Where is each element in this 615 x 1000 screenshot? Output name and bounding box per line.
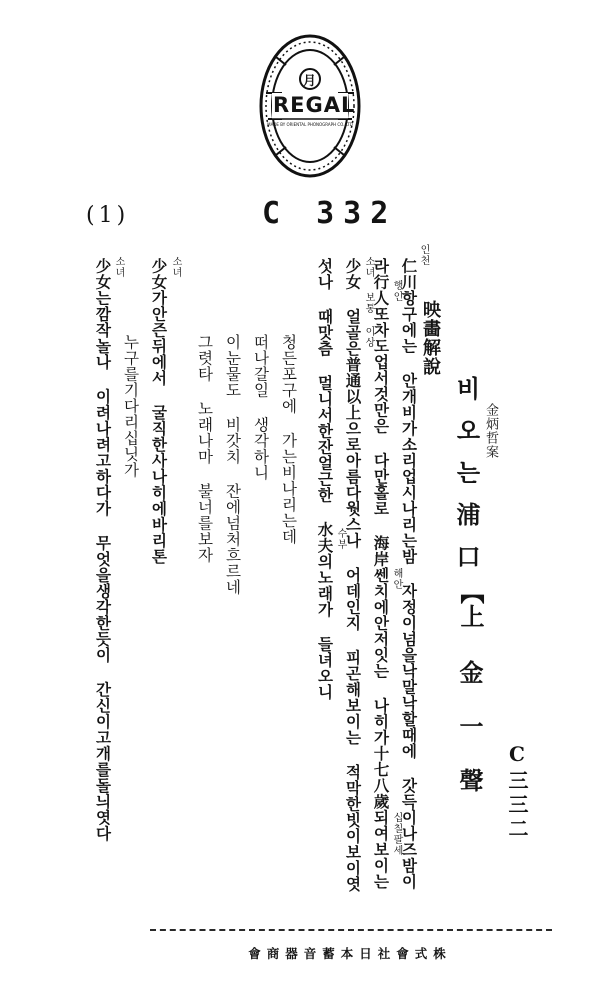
body-column-2: 라行人또차도업서것만은 다만홀로 海岸쎈치에안저잇는 나히가十七八歲되여보이는 [371, 258, 390, 890]
annotation-haengin: 행인 [391, 280, 402, 302]
part-marker: 【上 [456, 580, 485, 628]
body-column-4: 섯나 때맛츰 멀니서한잔얼근한 水夫의노래가 들녀오니 [315, 258, 334, 700]
side-number: (1) [86, 203, 130, 228]
footer-divider [150, 929, 552, 931]
annotation-sipchilpal: 십칠팔세 [391, 812, 402, 856]
lyric-line-3: 이눈물도 비갓치 잔에넘처흐르네 [223, 334, 242, 595]
company-name: 會商器音蓄本日社會式株 [248, 946, 452, 961]
narrator-name: 金一聲 [455, 660, 484, 822]
logo-fine-print: MADE BY ORIENTAL PHONOGRAPH CO.,LTD [267, 122, 353, 127]
genre-label: 映畵解說 [420, 300, 441, 376]
regal-logo [258, 33, 362, 179]
annotation-sonyeo-a: 소녀 [363, 256, 374, 278]
composer-name: 金炳哲案 [483, 403, 498, 459]
body-column-11: 少女는깜작놀나 이려나려고하다가 무엇을생각한듯이 간신이고개를돌늬엿다 [93, 258, 112, 842]
logo-glyph: 月 [303, 74, 317, 89]
body-column-3: 少女 얼골은普通以上으로아름다웟스나 어데인지 피곤해보이는 적막한빗이보이엿 [343, 258, 362, 892]
annotation-subu: 수부 [335, 528, 346, 550]
body-column-10: 누구를기다리십닛가 [121, 334, 140, 478]
body-column-9: 少女가안즌뒤에서 굴직한사나히에바리톤 [149, 258, 168, 565]
annotation-haean: 해안 [391, 568, 402, 590]
body-column-1: 仁川항구에는 안개비가소리업시나리는밤 자정이넘을낙말낙할때에 갓득이나즈밤이 [399, 258, 418, 890]
annotation-sonyeo-b: 소녀 [170, 256, 181, 278]
record-title: 비오는浦口 [452, 376, 481, 586]
annotation-incheon: 인천 [418, 244, 429, 266]
logo-wordmark: REGAL [273, 93, 356, 117]
lyric-line-2: 떠나갈일 생각하니 [251, 334, 270, 481]
lyric-line-4: 그렷타 노래나마 불너를보자 [195, 334, 214, 563]
annotation-sonyeo-c: 소녀 [113, 256, 124, 278]
catalog-number-vertical: C三三二 [505, 742, 529, 842]
annotation-botong: 보통 이상 [363, 292, 374, 348]
catalog-number: C 332 [262, 196, 398, 231]
lyric-line-1: 청든포구에 가는비나리는데 [279, 334, 298, 545]
